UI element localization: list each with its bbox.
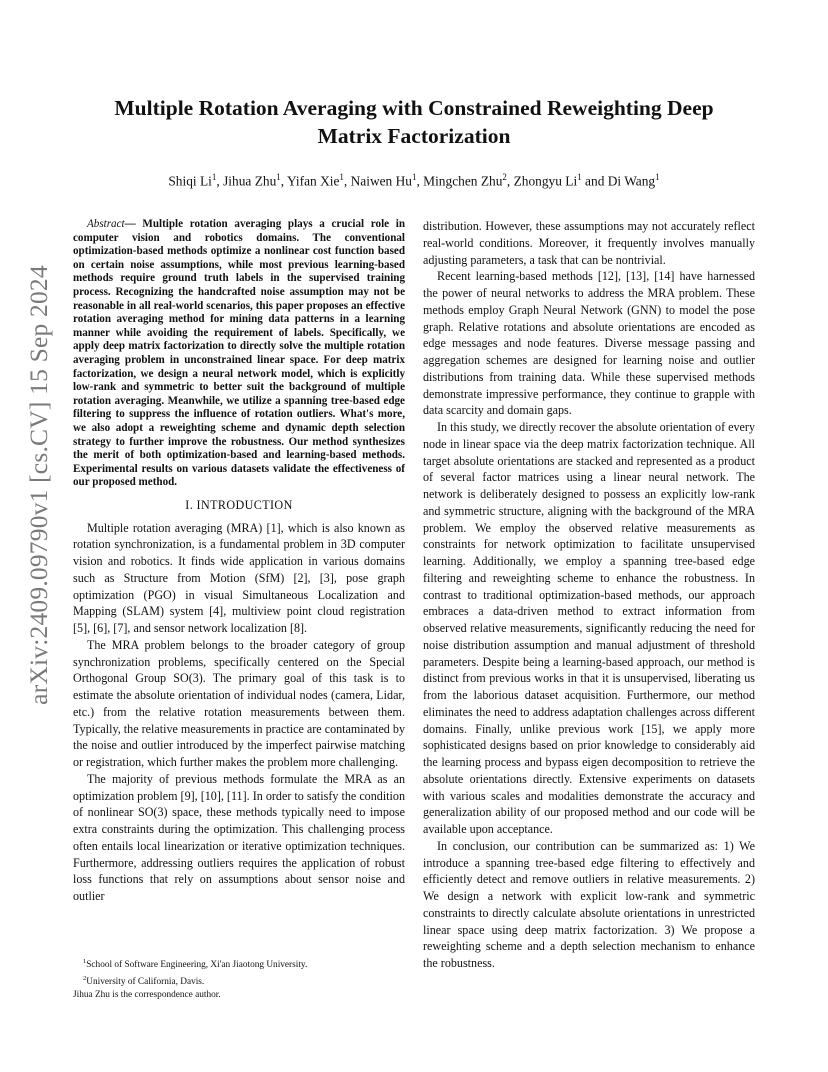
affiliation-mark: 1 xyxy=(276,172,281,182)
body-paragraph: Multiple rotation averaging (MRA) [1], which is also known as rotation synchronization, is a fundamental problem in 3D computer vision and robotics. It finds wide application in various domains such as Structure from Motion (SfM) [2], [3], pose graph optimization (PGO) in visual Simultaneous Localization and Mapping (SLAM) system [4], multiview point cloud registration [5], [6], [7], and sensor network localization [8]. xyxy=(73,520,405,636)
author-name: Yifan Xie xyxy=(286,173,340,189)
footnote-mark: 2 xyxy=(83,975,87,983)
author-name: Mingchen Zhu xyxy=(423,173,503,189)
paper-title: Multiple Rotation Averaging with Constrained Reweighting Deep Matrix Factorization xyxy=(114,96,714,148)
footnote xyxy=(73,989,405,1002)
abstract-body: Multiple rotation averaging plays a crucial role in computer vision and robotics domains. The conventional optimization-based methods optimize a nonlinear cost function based on certain noise assumptions, while most previous learning-based methods require ground truth labels in the supervised training process. Recognizing the handcrafted noise assumption may not be reasonable in all real-world scenarios, this paper proposes an effective rotation averaging method for mining data patterns in a learning manner while avoiding the requirement of labels. Specifically, we apply deep matrix factorization to directly solve the multiple rotation averaging problem in unconstrained linear space. For deep matrix factorization, we design a neural network model, which is explicitly low-rank and symmetric to better suit the background of multiple rotation averaging. Meanwhile, we utilize a spanning tree-based edge filtering to suppress the influence of rotation outliers. What's more, we also adopt a reweighting scheme and dynamic depth selection strategy to further improve the robustness. Our method synthesizes the merit of both optimization-based and learning-based methods. Experimental results on various datasets validate the effectiveness of our proposed method. xyxy=(73,218,405,489)
footnotes xyxy=(73,955,405,1002)
footnote-text: School of Software Engineering, Xi'an Jiaotong University. xyxy=(86,960,308,971)
section-heading: I. INTRODUCTION xyxy=(185,497,293,512)
footnote xyxy=(73,972,405,989)
body-paragraph: In conclusion, our contribution can be summarized as: 1) We introduce a spanning tree-based edge filtering to effectively and efficiently detect and remove outliers in relative measurements. 2) We design a network with explicit low-rank and symmetric constraints to directly calculate absolute orientations in unrestricted linear space using deep matrix factorization. 3) We propose a reweighting scheme and a depth selection mechanism to enhance the robustness. xyxy=(423,838,755,970)
author-name: Di Wang xyxy=(607,173,656,189)
author-name: Zhongyu Li xyxy=(513,173,578,189)
author-name: Jihua Zhu xyxy=(223,173,277,189)
affiliation-mark: 1 xyxy=(577,172,582,182)
abstract-lead: Abstract xyxy=(87,218,125,230)
right-column xyxy=(423,218,755,972)
footnote-text: Jihua Zhu is the correspondence author. xyxy=(73,990,221,1001)
affiliation-mark: 1 xyxy=(211,172,217,182)
arxiv-identifier-stamp xyxy=(21,265,57,705)
footnote-mark: 1 xyxy=(83,958,87,965)
body-paragraph: distribution. However, these assumptions may not accurately reflect real-world conditions. Moreover, it frequently involves manually adjusting parameters, a task that can be nontrivial. xyxy=(423,219,755,267)
body-paragraph: Recent learning-based methods [12], [13], [14] have harnessed the power of neural networks to address the MRA problem. These methods employ Graph Neural Network (GNN) to model the pose graph. Relative rotations and absolute orientations are encoded as edge messages and node features. Diverse message passing and aggregation schemes are designed for learning noise and outlier distributions from training data. While these supervised methods demonstrate impressive performance, they continue to grapple with data scarcity and domain gaps. xyxy=(423,269,755,418)
affiliation-mark: 1 xyxy=(655,172,660,182)
affiliation-mark: 1 xyxy=(339,172,344,182)
arxiv-identifier-text: arXiv:2409.09790v1 [cs.CV] 15 Sep 2024 xyxy=(24,265,53,705)
author-name: Shiqi Li xyxy=(168,173,212,189)
author-name: Naiwen Hu xyxy=(350,173,412,189)
author-list: Shiqi Li$^1$, Jihua Zhu$^1$, Yifan Xie$^1$, Naiwen Hu$^1$, Mingchen Zhu$^2$, Zhongyu Li$^1$ and Di Wang$^1$ xyxy=(168,172,660,189)
footnote xyxy=(73,955,405,972)
body-paragraph: The MRA problem belongs to the broader category of group synchronization problems, specifically centered on the Special Orthogonal Group SO(3). The primary goal of this task is to estimate the absolute orientation of individual nodes (camera, Lidar, etc.) from the relative rotation measurements between them. Typically, the relative measurements in practice are contaminated by the noise and outlier introduced by the imperfect pairwise matching or registration, which further makes the problem more challenging. xyxy=(73,637,405,770)
body-paragraph: The majority of previous methods formulate the MRA as an optimization problem [9], [10], [11]. In order to satisfy the condition of nonlinear SO(3) space, these methods typically need to impose extra constraints during the optimization. This challenging process often entails local linearization or iterative optimization techniques. Furthermore, addressing outliers requires the application of robust loss functions that rely on assumptions about sensor noise and outlier xyxy=(73,771,405,904)
footnote-text: University of California, Davis. xyxy=(86,977,205,988)
left-column xyxy=(73,218,405,905)
affiliation-mark: 1 xyxy=(411,172,417,182)
affiliation-mark: 2 xyxy=(502,172,507,182)
abstract: Abstract— Multiple rotation averaging plays a crucial role in computer vision and robotics domains. The conventional optimization-based methods optimize a nonlinear cost function based on certain noise assumptions, while most previous learning-based methods require ground truth labels in the supervised training process. Recognizing the handcrafted noise assumption may not be reasonable in all real-world scenarios, this paper proposes an effective rotation averaging method for mining data patterns in a learning manner while avoiding the requirement of labels. Specifically, we apply deep matrix factorization to directly solve the multiple rotation averaging problem in unconstrained linear space. For deep matrix factorization, we design a neural network model, which is explicitly low-rank and symmetric to better suit the background of multiple rotation averaging. Meanwhile, we utilize a spanning tree-based edge filtering to suppress the influence of rotation outliers. What's more, we also adopt a reweighting scheme and dynamic depth selection strategy to further improve the robustness. Our method synthesizes the merit of both optimization-based and learning-based methods. Experimental results on various datasets validate the effectiveness of our proposed method. xyxy=(73,218,405,489)
body-paragraph: In this study, we directly recover the absolute orientation of every node in linear space via the deep matrix factorization technique. All target absolute orientations are stacked and represented as a product of several factor matrices using a linear neural network. The network is deliberately designed to possess an explicitly low-rank and symmetric structure, aligning with the background of the MRA problem. We employ the observed relative measurements as constraints for network optimization to facilitate unsupervised learning. Additionally, we employ a spanning tree-based edge filtering and reweighting scheme to enhance the robustness. In contrast to traditional optimization-based methods, our approach embraces a data-driven method to extract information from observed relative measurements, significantly reducing the need for noise distribution assumption and manual adjustment of threshold parameters. Despite being a learning-based approach, our method is distinct from previous works in that it is unsupervised, liberating us from the laborious dataset acquisition. Furthermore, our method eliminates the need to address adaptation challenges across different domains. Finally, unlike previous work [15], we apply more sophisticated designs based on prior knowledge to considerably aid the learning process and bypass eigen decomposition to retrieve the absolute orientations directly. Extensive experiments on datasets with various scales and modalities demonstrate the accuracy and generalization ability of our proposed method and our code will be available upon acceptance. xyxy=(423,420,755,836)
